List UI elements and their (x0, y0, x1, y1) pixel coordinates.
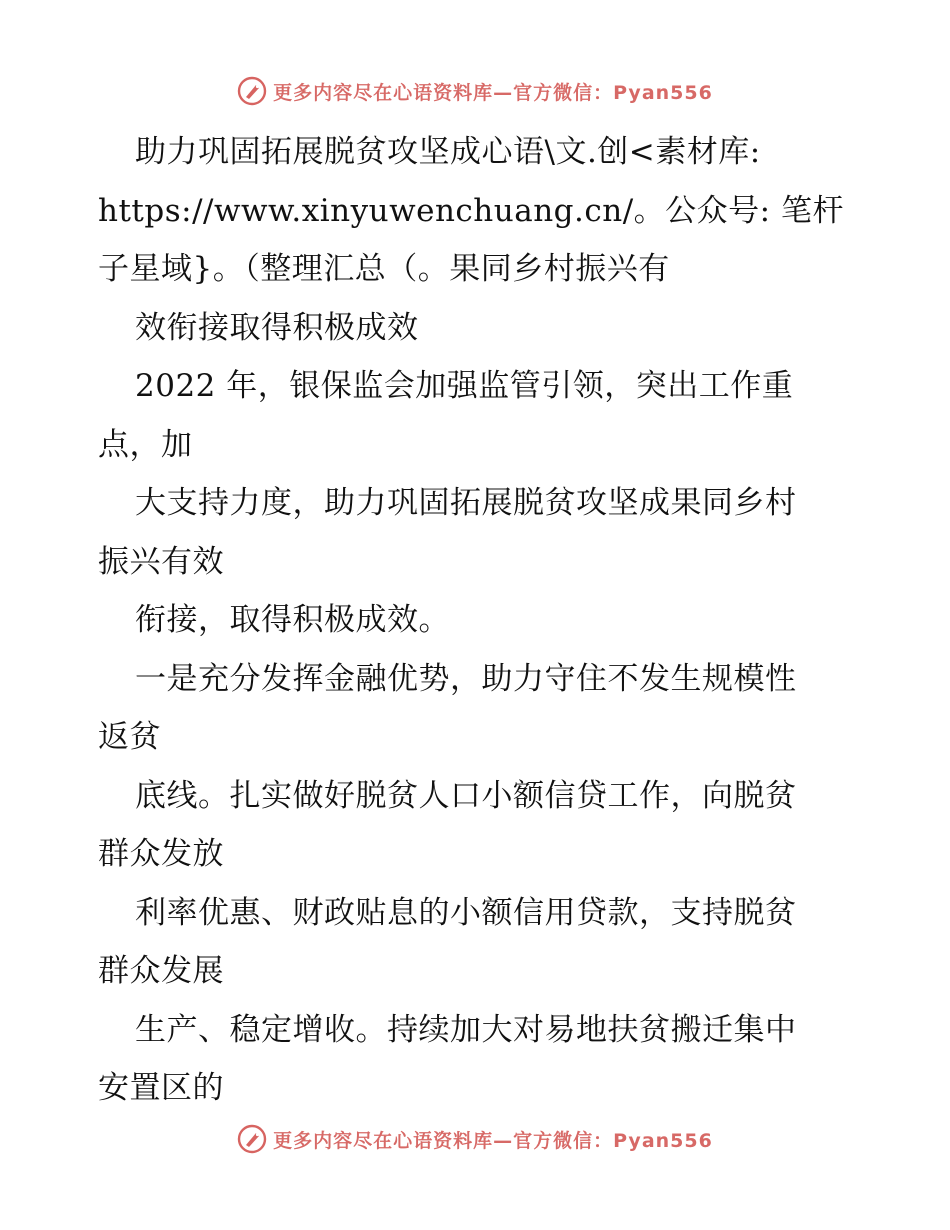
text-line: 返贫 (98, 719, 161, 755)
watermark-banner-top (0, 71, 950, 111)
text-line: 振兴有效 (98, 543, 224, 580)
text-line: 助力巩固拓展脱贫攻坚成心语\文.创<素材库: (135, 134, 761, 170)
text-line: https://www.xinyuwenchuang.cn/。公众号: 笔杆 (98, 192, 844, 229)
text-line: 点，加 (98, 426, 193, 463)
text-line: 生产、稳定增收。持续加大对易地扶贫搬迁集中 (135, 1011, 797, 1048)
text-line: 2022 年，银保监会加强监管引领，突出工作重 (135, 368, 794, 404)
watermark-text: 更多内容尽在心语资料库—官方微信：Pyan556 (273, 81, 713, 104)
text-line: 大支持力度，助力巩固拓展脱贫攻坚成果同乡村 (135, 485, 797, 521)
document-body (98, 123, 858, 1118)
watermark-banner-bottom (0, 1119, 950, 1159)
text-line: 群众发放 (98, 836, 224, 872)
text-line: 安置区的 (98, 1070, 224, 1106)
text-line: 子星域}。（整理汇总（。果同乡村振兴有 (98, 251, 670, 287)
watermark-text: 更多内容尽在心语资料库—官方微信：Pyan556 (273, 1129, 713, 1152)
pen-nib-logo-icon (237, 1124, 267, 1154)
text-line: 一是充分发挥金融优势，助力守住不发生规模性 (135, 660, 797, 697)
text-line: 利率优惠、财政贴息的小额信用贷款，支持脱贫 (135, 894, 797, 931)
text-line: 效衔接取得积极成效 (135, 309, 419, 346)
text-line: 群众发展 (98, 953, 224, 989)
text-line: 底线。扎实做好脱贫人口小额信贷工作，向脱贫 (135, 777, 797, 814)
text-line: 衔接，取得积极成效。 (135, 602, 450, 638)
pen-nib-logo-icon (237, 76, 267, 106)
